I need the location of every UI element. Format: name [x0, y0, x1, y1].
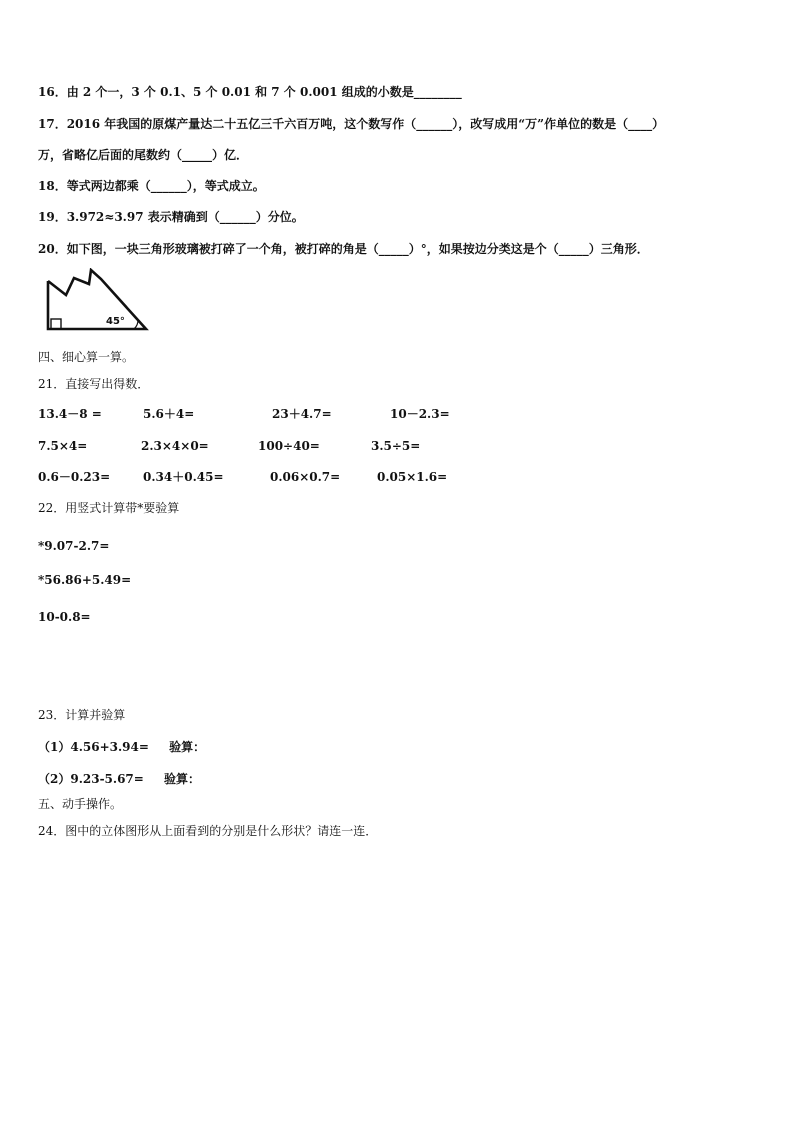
- question-18: 18．等式两边都乘（______），等式成立。: [38, 179, 265, 193]
- q23-check-label: 验算：: [169, 740, 206, 754]
- question-22-title: 22．用竖式计算带*要验算: [38, 501, 180, 515]
- question-21-title: 21．直接写出得数．: [38, 377, 150, 391]
- angle-label: 45°: [106, 316, 125, 327]
- q21-cell: 0.06×0.7=: [270, 470, 341, 484]
- q21-cell: 0.6－0.23=: [38, 470, 111, 484]
- question-20: 20．如下图，一块三角形玻璃被打碎了一个角，被打碎的角是（_____）°，如果按边分类这是个（_____）三角形．: [38, 242, 649, 256]
- broken-triangle-figure: [44, 268, 152, 332]
- q21-cell: 13.4－8 =: [38, 407, 102, 421]
- right-angle-mark: [51, 319, 61, 329]
- question-24: 24．图中的立体图形从上面看到的分别是什么形状？请连一连．: [38, 824, 378, 838]
- q23-expression: （1）4.56+3.94=: [38, 740, 149, 754]
- q23-item: [38, 739, 205, 755]
- question-23-title: 23．计算并验算: [38, 708, 126, 722]
- q21-cell: 5.6＋4=: [143, 407, 195, 421]
- q22-item: *56.86+5.49=: [38, 573, 132, 587]
- question-17-line1: 17．2016 年我国的原煤产量达二十五亿三千六百万吨，这个数写作（______），改写成用“万”作单位的数是（____）: [38, 117, 665, 131]
- question-19: 19．3.972≈3.97 表示精确到（______）分位。: [38, 210, 304, 224]
- q23-expression: （2）9.23-5.67=: [38, 772, 144, 786]
- q21-cell: 10－2.3=: [390, 407, 450, 421]
- q22-item: 10-0.8=: [38, 610, 91, 624]
- q23-check-label: 验算：: [164, 772, 201, 786]
- q21-cell: 3.5÷5=: [371, 439, 421, 453]
- section-5-heading: 五、动手操作。: [38, 797, 123, 811]
- angle-arc: [134, 320, 138, 329]
- q23-item: [38, 771, 200, 787]
- q21-cell: 100÷40=: [258, 439, 320, 453]
- question-17-line2: 万，省略亿后面的尾数约（_____）亿．: [38, 148, 249, 162]
- q21-cell: 7.5×4=: [38, 439, 88, 453]
- q21-cell: 0.05×1.6=: [377, 470, 448, 484]
- q22-item: *9.07-2.7=: [38, 539, 110, 553]
- triangle-outline: [48, 270, 146, 329]
- section-4-heading: 四、细心算一算。: [38, 350, 135, 364]
- question-16: 16．由 2 个一，3 个 0.1、5 个 0.01 和 7 个 0.001 组成的小数是________: [38, 85, 462, 99]
- q21-cell: 0.34＋0.45=: [143, 470, 224, 484]
- q21-cell: 23＋4.7=: [272, 407, 332, 421]
- q21-cell: 2.3×4×0=: [141, 439, 209, 453]
